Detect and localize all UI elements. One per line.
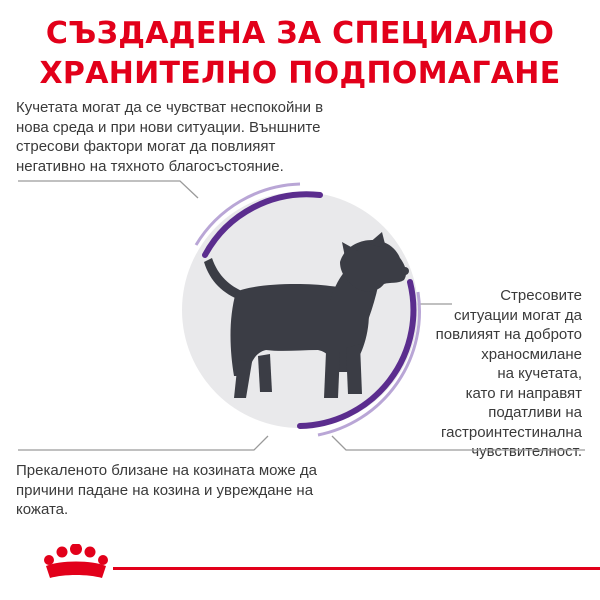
info-text-bottom-line: причини падане на козина и увреждане на [16,481,314,499]
info-text-top-line: негативно на тяхното благосъстояние. [16,157,284,175]
title-line-1: СЪЗДАДЕНА ЗА СПЕЦИАЛНО [45,16,555,51]
info-text-right-line: Стресовите [500,287,582,304]
info-text-top-line: Кучетата могат да се чувстват неспокойни в [16,99,324,116]
info-text-right-line: храносмилане [481,345,582,363]
info-text-right-line: като ги направят [465,384,582,402]
info-text-bottom-line: Прекаленото близане на козината може да [16,462,317,479]
info-text-bottom-line: кожата. [16,501,69,518]
brand-line [113,567,600,570]
info-text-right-line: податливи на [488,404,582,421]
info-text-right-line: на кучетата, [497,365,582,382]
crown-jewel [44,555,54,565]
connector-top-left [18,181,198,198]
info-text-right-line: гастроинтестинална [441,423,582,441]
connector-bottom-left [18,436,268,450]
crown-jewel [98,555,108,565]
info-text-right-line: ситуации могат да [453,306,582,324]
royal-canin-crown-logo [42,544,110,584]
crown-base [46,562,106,579]
info-text-right-line: чувствителност. [471,443,582,460]
info-text-top-line: стресови фактори могат да повлияят [16,138,276,155]
crown-jewel [57,547,68,558]
title-line-2: ХРАНИТЕЛНО ПОДПОМАГАНЕ [39,56,561,91]
info-text-right-line: повлияят на доброто [435,326,582,343]
crown-jewel [85,547,96,558]
crown-jewel [70,544,82,555]
connector-bottom-right [332,436,585,450]
info-text-top-line: нова среда и при нови ситуации. Външните [16,118,321,136]
